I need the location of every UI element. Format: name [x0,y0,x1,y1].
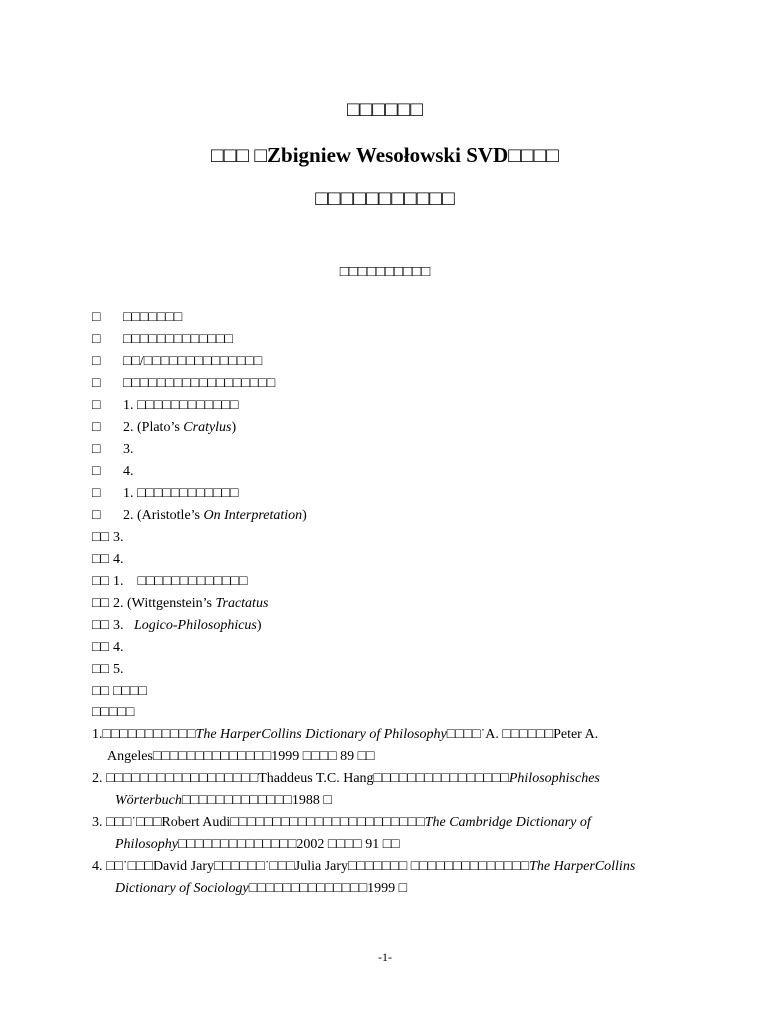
outline-item [92,462,134,482]
outline-text: □□□□□□□□□□□□□ [123,332,233,347]
outline-item [92,506,307,526]
outline-text: 3. [113,530,124,545]
outline-item [92,484,238,504]
outline-text: □□□□□□□□□□□□□□□□□□ [123,376,276,391]
outline-marker: □□ [92,552,109,567]
outline-item [92,418,236,438]
outline-item [92,594,268,614]
outline-italic-text: On Interpretation [203,508,303,523]
outline-marker: □ [92,398,101,413]
outline-marker: □□ [92,640,109,655]
outline-marker: □ [92,486,101,501]
outline-text: 3. [113,618,134,633]
outline-item [92,572,247,592]
outline-text: 4. [123,464,134,479]
outline-italic-text: Logico-Philosophicus [134,618,257,633]
outline-item [92,660,124,680]
outline-italic-text: Cratylus [183,420,232,435]
outline-item [92,308,182,328]
outline-marker: □ [92,442,101,457]
outline-italic-text: Tractatus [215,596,269,611]
outline-marker: □□ [92,574,109,589]
outline-marker: □ [92,508,101,523]
outline-item [92,440,134,460]
outline-marker: □ [92,354,101,369]
outline-text: □□/□□□□□□□□□□□□□□ [123,354,263,369]
outline-text: □□□□ [113,684,147,699]
outline-text: 2. (Wittgenstein’s [113,596,216,611]
outline-item [92,330,233,350]
title-line-2: □□□ □Zbigniew Wesołowski SVD□□□□ [211,143,559,167]
outline-marker: □□ [92,662,109,677]
outline-item [92,528,124,548]
page-number: -1- [378,950,392,964]
outline-marker: □□ [92,684,109,699]
outline-text: 4. [113,552,124,567]
outline-marker: □ [92,376,101,391]
title-line-1: □□□□□□ [346,97,424,121]
outline-text: 4. [113,640,124,655]
outline-text: 1. □□□□□□□□□□□□ [123,486,239,501]
outline-text: 1. □□□□□□□□□□□□□ [113,574,248,589]
outline-item [92,352,262,372]
outline-marker: □ [92,464,101,479]
outline-item [92,374,275,394]
outline-marker: □ [92,420,101,435]
subtitle: □□□□□□□□□□ [339,264,431,280]
outline-item [92,682,147,702]
reference-entry: 2. □□□□□□□□□□□□□□□□□□Thaddeus T.C. Hang□□□□□□□□□□□□□□□□Philosophisches Wörterbuch□□□□□□□□□□□□□1988 □ [92,771,600,808]
outline-text: 5. [113,662,124,677]
outline-text: 2. (Aristotle’s [123,508,204,523]
outline-item [92,616,262,636]
outline-item [92,638,124,658]
outline-marker: □□ [92,618,109,633]
references-heading: □□□□□ [92,705,135,720]
outline-text: 3. [123,442,134,457]
outline-item [92,396,238,416]
reference-entry: 4. □□˙□□□David Jary□□□□□□˙□□□Julia Jary□□□□□□□ □□□□□□□□□□□□□□The HarperCollins Dictionary of Sociology□□□□□□□□□□□□□□1999 □ [92,859,636,896]
outline-item [92,550,124,570]
outline-marker: □ [92,310,101,325]
outline-text-after: ) [256,618,262,633]
reference-entry: 3. □□□˙□□□Robert Audi□□□□□□□□□□□□□□□□□□□□□□□The Cambridge Dictionary of Philosophy□□□□□□□□□□□□□□2002 □□□□ 91 □□ [92,815,591,852]
outline-marker: □□ [92,596,109,611]
outline-text: 2. (Plato’s [123,420,184,435]
title-line-3: □□□□□□□□□□□ [315,186,455,210]
reference-entry: 1.□□□□□□□□□□□The HarperCollins Dictionary of Philosophy□□□□˙A. □□□□□□Peter A. Angeles□□□□□□□□□□□□□□1999 □□□□ 89 □□ [92,727,599,764]
outline-marker: □□ [92,530,109,545]
outline-text-after: ) [231,420,237,435]
outline-text: □□□□□□□ [123,310,183,325]
outline-marker: □ [92,332,101,347]
outline-text-after: ) [302,508,307,523]
outline-text: 1. □□□□□□□□□□□□ [123,398,239,413]
